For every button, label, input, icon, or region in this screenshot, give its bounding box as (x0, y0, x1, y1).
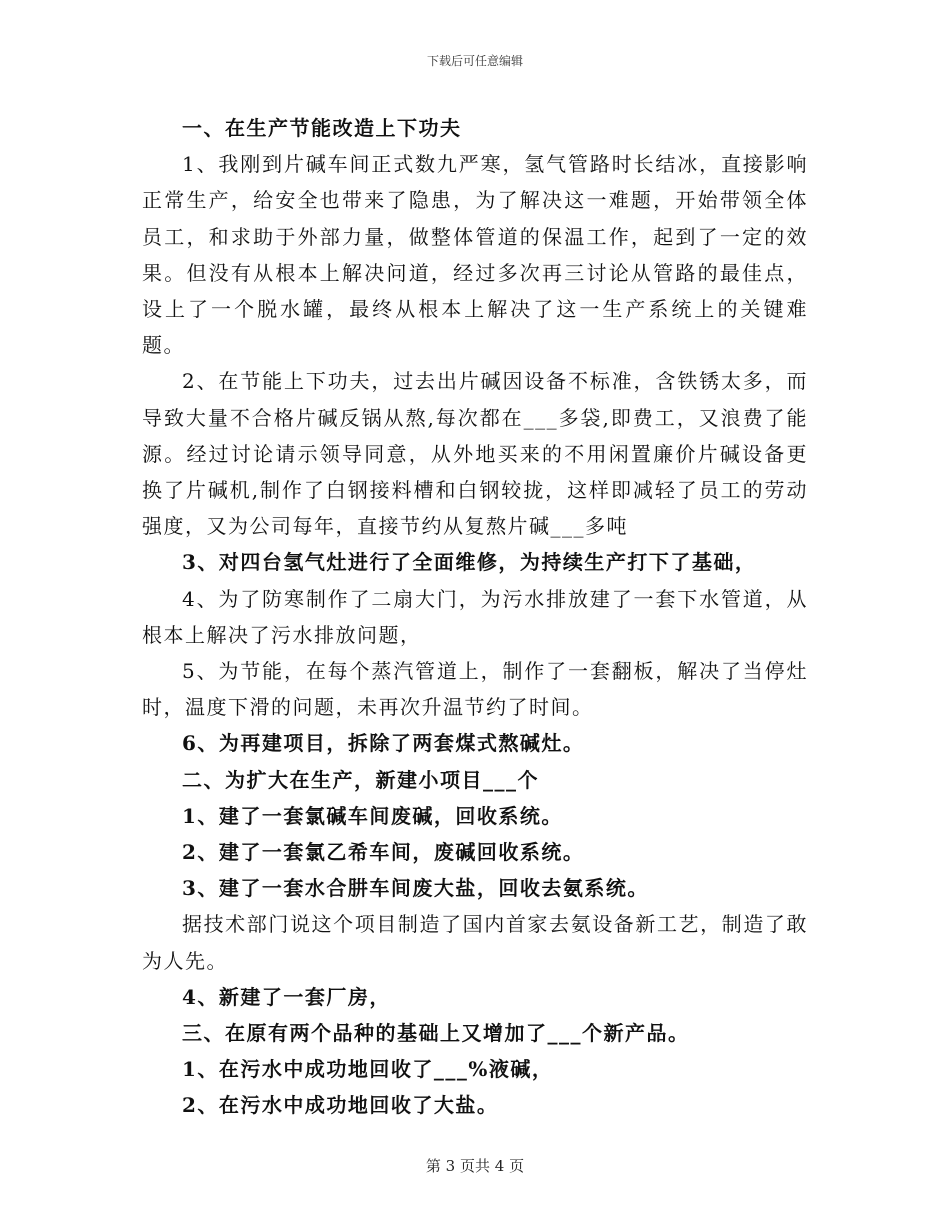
bold-item: 6、为再建项目，拆除了两套煤式熬碱灶。 (182, 731, 585, 756)
section-heading-2: 二、为扩大在生产，新建小项目___个 (182, 767, 539, 792)
bold-item: 3、建了一套水合肼车间废大盐，回收去氨系统。 (182, 876, 649, 901)
paragraph: 据技术部门说这个项目制造了国内首家去氨设备新工艺，制造了敢为人先。 (142, 912, 808, 973)
paragraph: 4、为了防寒制作了二扇大门，为污水排放建了一套下水管道，从根本上解决了污水排放问题， (142, 586, 808, 647)
section-heading-3: 三、在原有两个品种的基础上又增加了___个新产品。 (182, 1021, 690, 1046)
paragraph: 1、我刚到片碱车间正式数九严寒，氢气管路时长结冰，直接影响正常生产，给安全也带来了隐患，为了解决这一难题，开始带领全体员工，和求助于外部力量，做整体管道的保温工作，起到了一定的效果。但没有从根本上解决问道，经过多次再三讨论从管路的最佳点，设上了一个脱水罐，最终从根本上解决了这一生产系统上的关键难题。 (142, 152, 808, 358)
document-body (142, 110, 808, 1124)
page-footer: 第 3 页共 4 页 (425, 1157, 525, 1175)
bold-item: 4、新建了一套厂房， (182, 984, 391, 1009)
bold-item: 1、建了一套氯碱车间废碱，回收系统。 (182, 803, 563, 828)
bold-item: 2、在污水中成功地回收了大盐。 (182, 1093, 499, 1118)
section-heading-1: 一、在生产节能改造上下功夫 (182, 116, 462, 140)
paragraph: 5、为节能，在每个蒸汽管道上，制作了一套翻板，解决了当停灶时，温度下滑的问题，未再次升温节约了时间。 (142, 659, 808, 720)
page-header: 下载后可任意编辑 (426, 54, 523, 68)
bold-item: 1、在污水中成功地回收了___%液碱， (182, 1057, 554, 1082)
bold-item: 3、对四台氢气灶进行了全面维修，为持续生产打下了基础， (182, 550, 757, 575)
paragraph: 2、在节能上下功夫，过去出片碱因设备不标准，含铁锈太多，而导致大量不合格片碱反锅从熬,每次都在___多袋,即费工，又浪费了能源。经过讨论请示领导同意，从外地买来的不用闲置廉价片碱设备更换了片碱机,制作了白钢接料槽和白钢较拢，这样即减轻了员工的劳动强度，又为公司每年，直接节约从复熬片碱___多吨 (142, 369, 808, 539)
bold-item: 2、建了一套氯乙希车间，废碱回收系统。 (182, 840, 585, 865)
